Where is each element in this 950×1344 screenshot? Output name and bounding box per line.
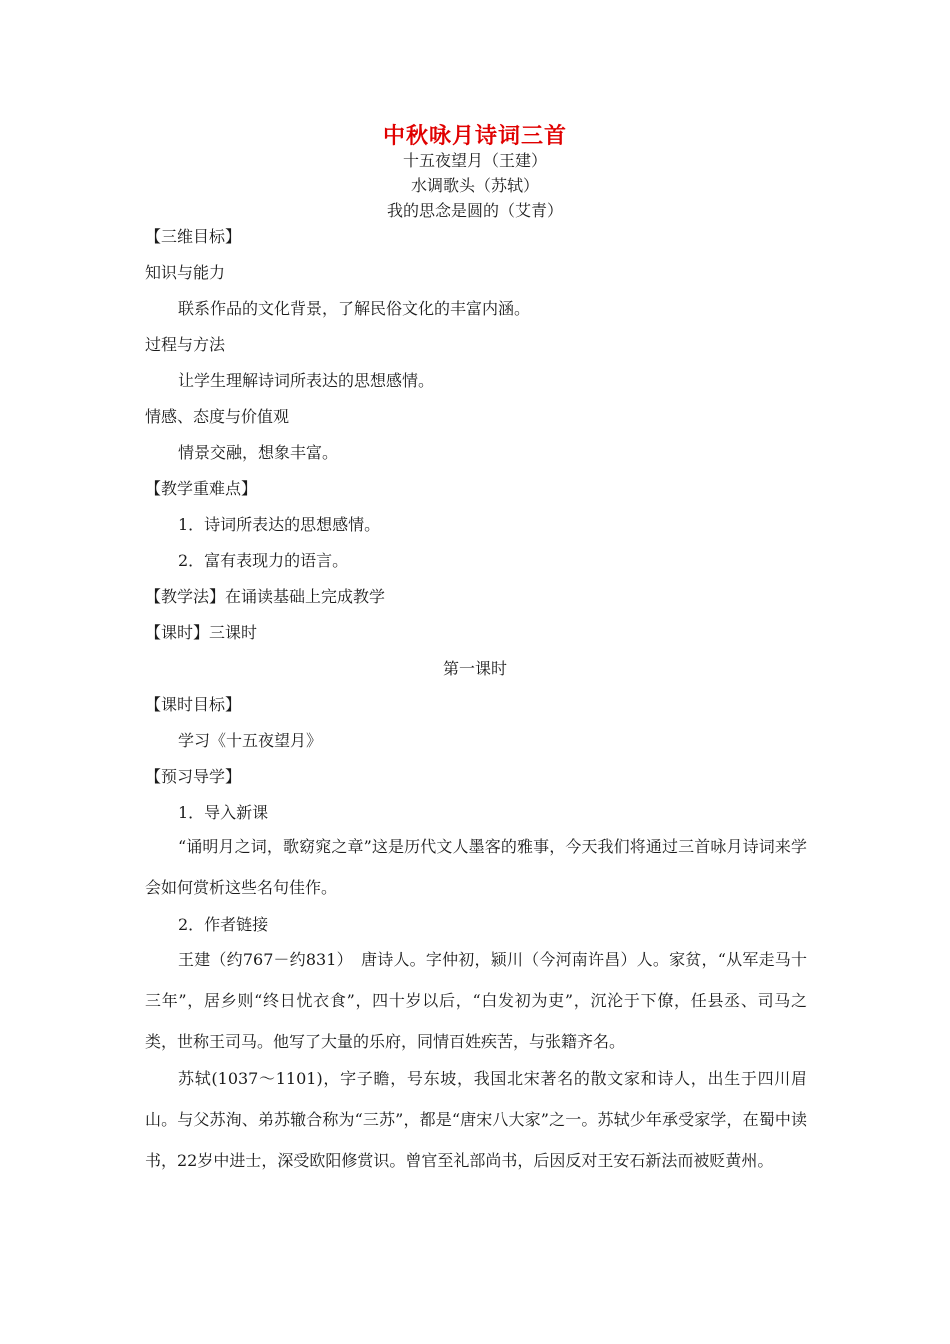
process-text: 让学生理解诗词所表达的思想感情。 bbox=[178, 371, 435, 390]
teaching-method: 【教学法】在诵读基础上完成教学 bbox=[145, 587, 386, 606]
subtitle-poem-3: 我的思念是圆的（艾青） bbox=[386, 201, 563, 220]
document-title: 中秋咏月诗词三首 bbox=[382, 123, 567, 149]
intro-heading: 1．导入新课 bbox=[178, 803, 269, 822]
period-goal-heading: 【课时目标】 bbox=[145, 695, 242, 714]
emotion-text: 情景交融，想象丰富。 bbox=[178, 443, 339, 462]
key-point-1: 1．诗词所表达的思想感情。 bbox=[178, 515, 381, 534]
objectives-heading: 【三维目标】 bbox=[145, 227, 242, 246]
knowledge-heading: 知识与能力 bbox=[145, 263, 226, 282]
knowledge-text: 联系作品的文化背景，了解民俗文化的丰富内涵。 bbox=[178, 299, 531, 318]
subtitle-poem-1: 十五夜望月（王建） bbox=[402, 151, 547, 170]
emotion-heading: 情感、态度与价值观 bbox=[145, 407, 290, 426]
process-heading: 过程与方法 bbox=[145, 335, 226, 354]
sushi-paragraph: 苏轼(1037～1101)，字子瞻，号东坡，我国北宋著名的散文家和诗人，出生于四川眉山。与父苏洵、弟苏辙合称为“三苏”，都是“唐宋八大家”之一。苏轼少年承受家学，在蜀中读书，22岁中进士，深受欧阳修赏识。曾官至礼部尚书，后因反对王安石新法而被贬黄州。 bbox=[145, 1069, 807, 1170]
class-periods: 【课时】三课时 bbox=[145, 623, 258, 642]
wangjian-paragraph: 王建（约767－约831） 唐诗人。字仲初，颍川（今河南许昌）人。家贫，“从军走马十三年”，居乡则“终日忧衣食”，四十岁以后，“白发初为吏”，沉沦于下僚，任县丞、司马之类，世称王司马。他写了大量的乐府，同情百姓疾苦，与张籍齐名。 bbox=[145, 950, 807, 1051]
period-goal-text: 学习《十五夜望月》 bbox=[178, 731, 323, 750]
subtitle-poem-2: 水调歌头（苏轼） bbox=[410, 176, 539, 195]
preview-heading: 【预习导学】 bbox=[145, 767, 242, 786]
key-point-2: 2．富有表现力的语言。 bbox=[178, 551, 349, 570]
first-period-heading: 第一课时 bbox=[442, 659, 507, 678]
author-heading: 2．作者链接 bbox=[178, 915, 269, 934]
intro-paragraph: “诵明月之词，歌窈窕之章”这是历代文人墨客的雅事，今天我们将通过三首咏月诗词来学会如何赏析这些名句佳作。 bbox=[145, 837, 807, 897]
key-points-heading: 【教学重难点】 bbox=[145, 479, 258, 498]
